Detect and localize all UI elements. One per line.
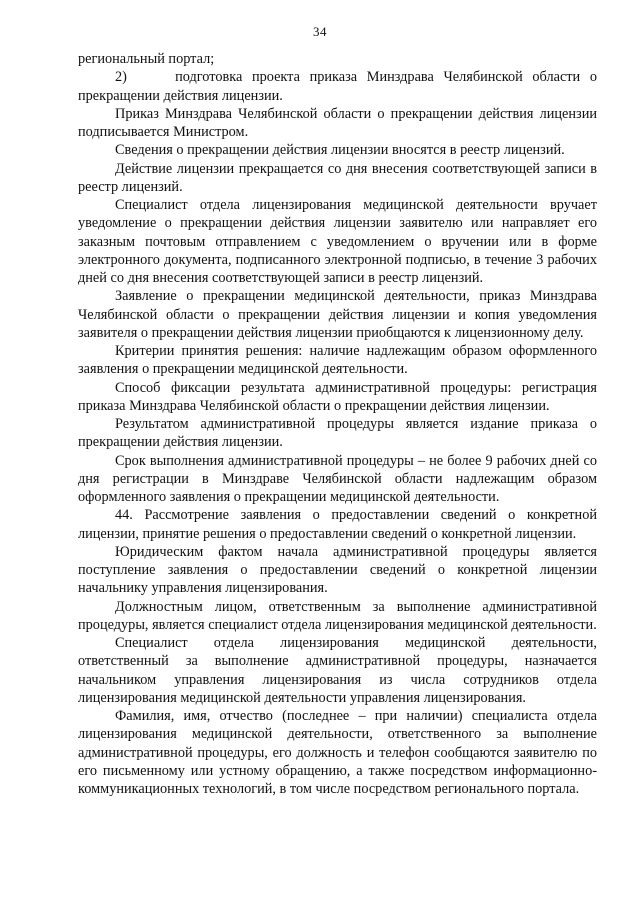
paragraph: Срок выполнения административной процедуры – не более 9 рабочих дней со дня регистрации в Минздраве Челябинской области надлежащим образом оформленного заявления о прекращении медицинской деятельности. <box>78 452 597 505</box>
paragraph: Результатом административной процедуры является издание приказа о прекращении действия лицензии. <box>78 416 597 451</box>
paragraph: Заявление о прекращении медицинской деятельности, приказ Минздрава Челябинской области о прекращении действия лицензии и копия уведомления заявителя о прекращении действия лицензии приобщаются к лицензионному делу. <box>78 288 597 341</box>
paragraph: Юридическим фактом начала административной процедуры является поступление заявления о предоставлении сведений о конкретной лицензии начальнику управления лицензирования. <box>78 543 597 597</box>
document-body <box>78 50 597 798</box>
page-number: 34 <box>313 24 327 39</box>
paragraph: Действие лицензии прекращается со дня внесения соответствующей записи в реестр лицензий. <box>78 160 597 195</box>
paragraph-continuation: региональный портал; <box>78 51 215 67</box>
paragraph: Должностным лицом, ответственным за выполнение административной процедуры, является специалист отдела лицензирования медицинской деятельности. <box>78 598 597 633</box>
paragraph: Способ фиксации результата административной процедуры: регистрация приказа Минздрава Челябинской области о прекращении действия лицензии. <box>78 379 597 414</box>
paragraph: Специалист отдела лицензирования медицинской деятельности вручает уведомление о прекращении действия лицензии заявителю или направляет его заказным почтовым отправлением с уведомлением о вручении или в форме электронного документа, подписанного электронной подписью, в течение 3 рабочих дней со дня внесения соответствующей записи в реестр лицензий. <box>78 197 597 286</box>
paragraph-item-2: 2) подготовка проекта приказа Минздрава Челябинской области о прекращении действия лицензии. <box>78 69 597 104</box>
paragraph-section-44: 44. Рассмотрение заявления о предоставлении сведений о конкретной лицензии, принятие решения о предоставлении сведений о конкретной лицензии. <box>78 507 597 542</box>
paragraph: Критерии принятия решения: наличие надлежащим образом оформленного заявления о прекращении медицинской деятельности. <box>78 343 597 378</box>
paragraph: Специалист отдела лицензирования медицинской деятельности, ответственный за выполнение административной процедуры, назначается начальником управления лицензирования из числа сотрудников отдела лицензирования медицинской деятельности управления лицензирования. <box>78 635 597 706</box>
paragraph: Сведения о прекращении действия лицензии вносятся в реестр лицензий. <box>115 142 565 159</box>
paragraph: Приказ Минздрава Челябинской области о прекращении действия лицензии подписывается Министром. <box>78 105 597 140</box>
paragraph: Фамилия, имя, отчество (последнее – при наличии) специалиста отдела лицензирования медицинской деятельности, ответственного за выполнение административной процедуры, его должность и телефон сообщаются заявителю по его письменному или устному обращению, а также посредством информационно-коммуникационных технологий, в том числе посредством регионального портала. <box>78 708 597 797</box>
